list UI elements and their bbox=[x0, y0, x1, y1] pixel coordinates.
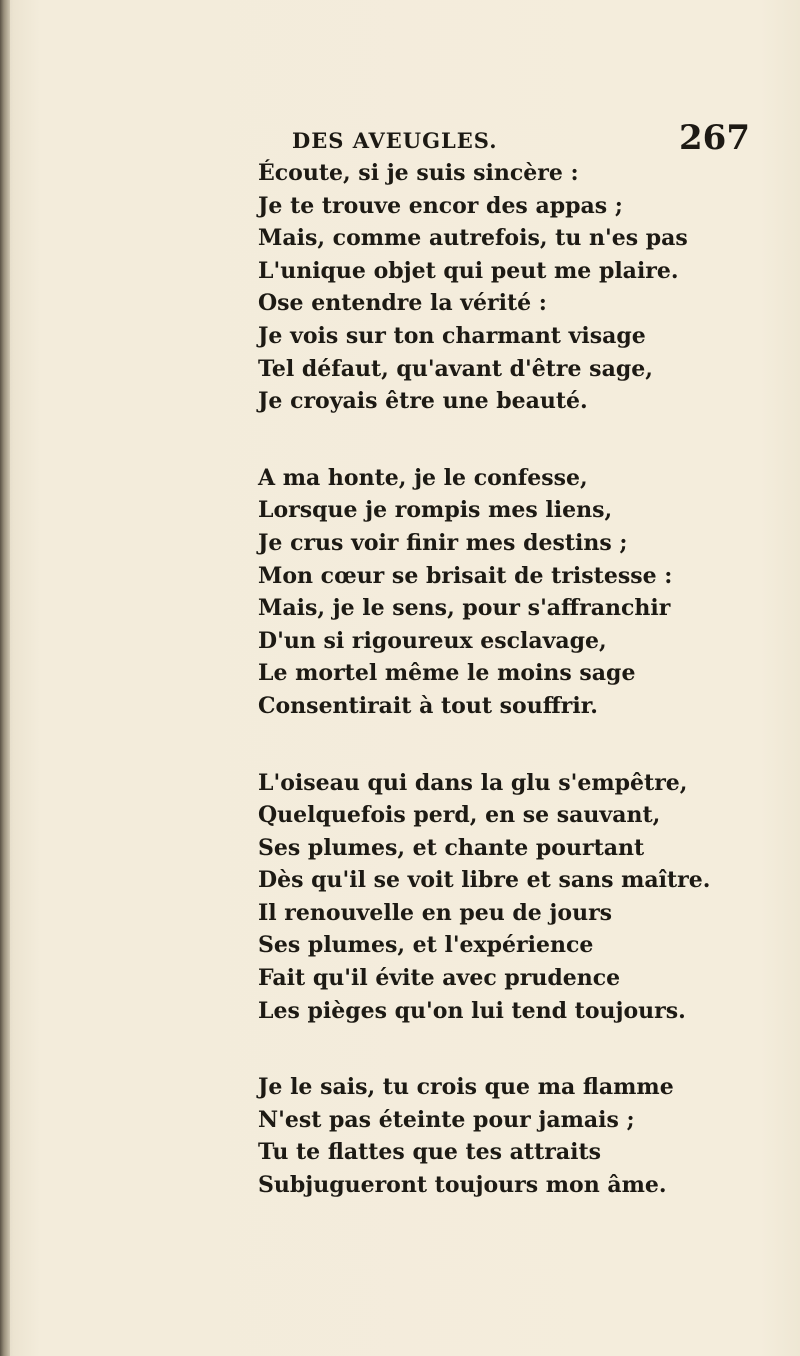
poem-line: L'oiseau qui dans la glu s'empêtre, bbox=[258, 769, 688, 796]
poem-line: Je te trouve encor des appas ; bbox=[258, 192, 623, 219]
poem-line: Il renouvelle en peu de jours bbox=[258, 899, 613, 926]
poem-line: D'un si rigoureux esclavage, bbox=[258, 627, 607, 654]
poem-line: Je le sais, tu crois que ma flamme bbox=[258, 1074, 674, 1101]
poem-line: Je vois sur ton charmant visage bbox=[258, 322, 646, 349]
poem-line: N'est pas éteinte pour jamais ; bbox=[258, 1106, 635, 1133]
poem-line: Le mortel même le moins sage bbox=[258, 660, 636, 687]
poem-line: Dès qu'il se voit libre et sans maître. bbox=[258, 867, 711, 894]
poem-line: Écoute, si je suis sincère : bbox=[258, 160, 579, 186]
stanza-1 bbox=[258, 157, 778, 418]
poem-line: Mais, je le sens, pour s'affranchir bbox=[258, 595, 671, 622]
poem-line: L'unique objet qui peut me plaire. bbox=[258, 257, 679, 284]
stanza-2 bbox=[258, 462, 778, 723]
poem-line: Ose entendre la vérité : bbox=[258, 290, 547, 317]
poem-line: Consentirait à tout souffrir. bbox=[258, 692, 598, 719]
poem-line: Tel défaut, qu'avant d'être sage, bbox=[258, 355, 653, 382]
stanza-4 bbox=[258, 1071, 778, 1201]
poem-line: Subjugueront toujours mon âme. bbox=[258, 1172, 667, 1199]
poem bbox=[258, 157, 778, 1246]
poem-line: Lorsque je rompis mes liens, bbox=[258, 497, 613, 524]
poem-line: A ma honte, je le confesse, bbox=[258, 464, 588, 491]
page-number: 267 bbox=[679, 118, 750, 158]
poem-line: Ses plumes, et chante pourtant bbox=[258, 834, 645, 861]
poem-line: Je croyais être une beauté. bbox=[258, 388, 588, 415]
stanza-3 bbox=[258, 767, 778, 1028]
poem-line: Je crus voir finir mes destins ; bbox=[258, 529, 628, 556]
poem-line: Quelquefois perd, en se sauvant, bbox=[258, 802, 661, 829]
poem-line: Mon cœur se brisait de tristesse : bbox=[258, 562, 673, 589]
book-binding-edge bbox=[0, 0, 10, 1356]
poem-line: Les pièges qu'on lui tend toujours. bbox=[258, 997, 686, 1024]
poem-line: Fait qu'il évite avec prudence bbox=[258, 965, 621, 992]
poem-line: Ses plumes, et l'expérience bbox=[258, 932, 594, 959]
poem-line: Mais, comme autrefois, tu n'es pas bbox=[258, 225, 688, 252]
poem-line: Tu te flattes que tes attraits bbox=[258, 1139, 602, 1166]
running-header: DES AVEUGLES. bbox=[292, 128, 498, 153]
